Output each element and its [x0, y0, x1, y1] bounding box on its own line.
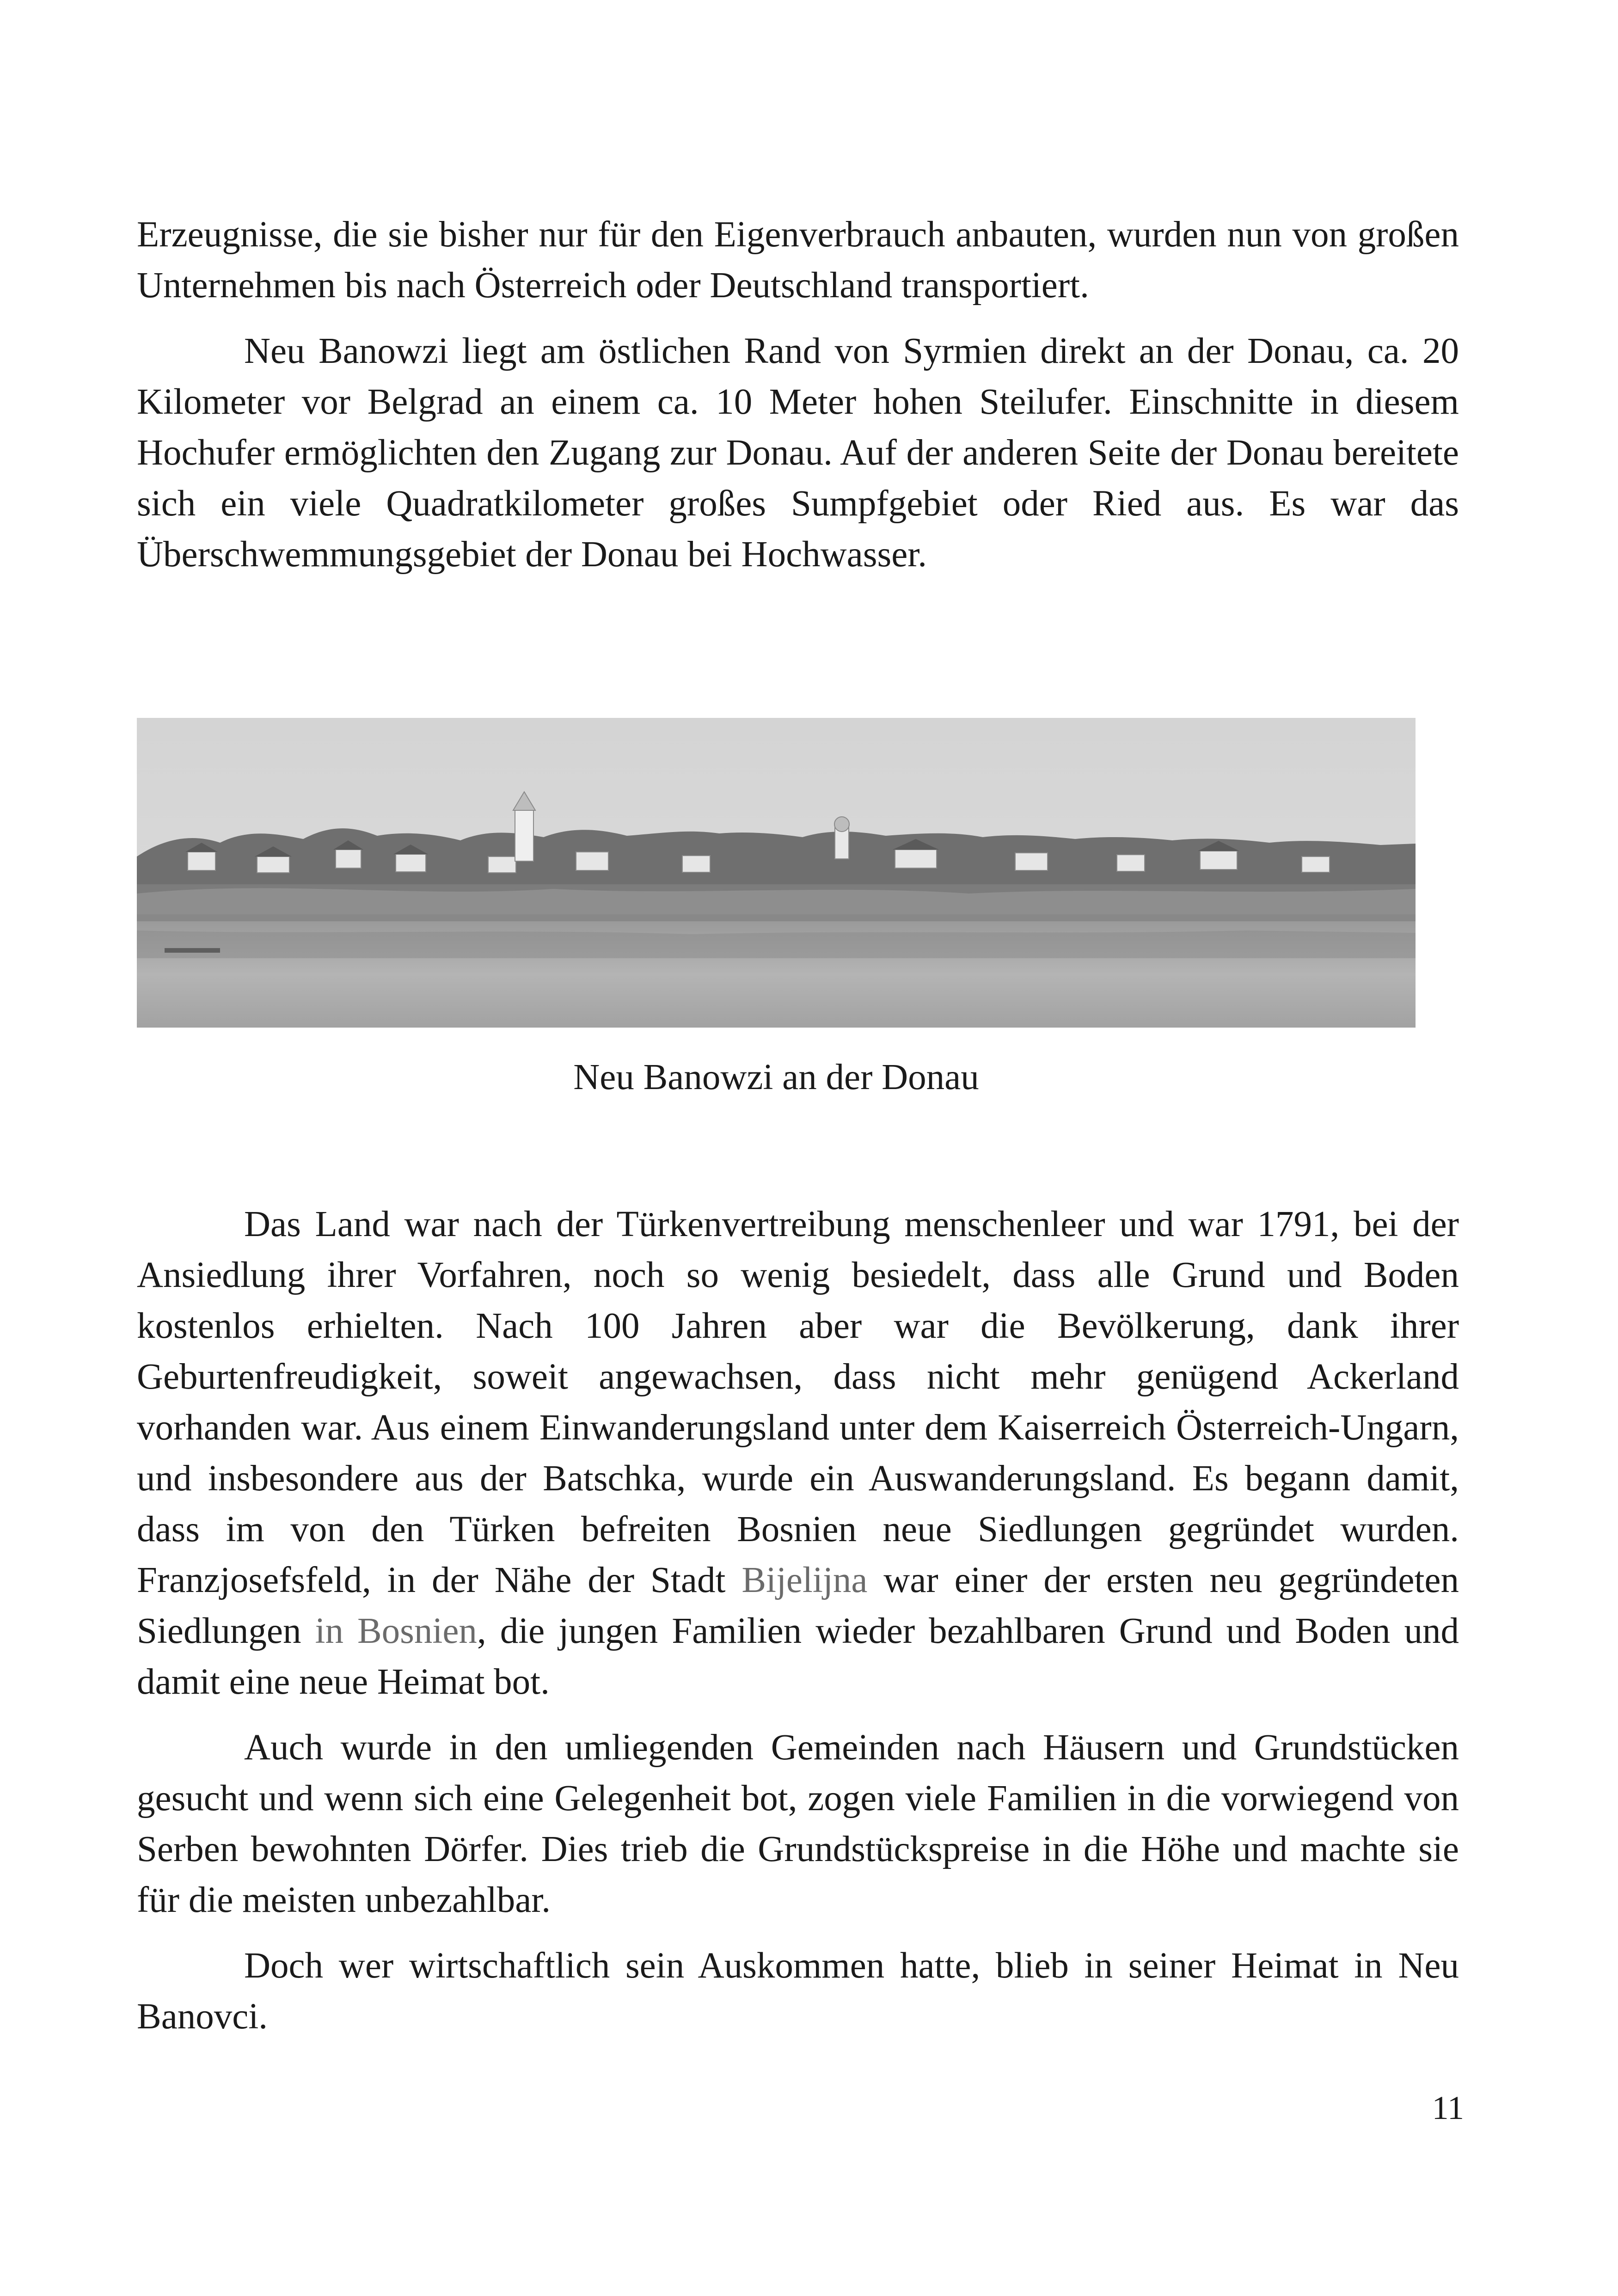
- paragraph-text: Das Land war nach der Türkenvertreibung menschenleer und war 1791, bei der Ansiedlung ihrer Vorfahren, noch so wenig besiedelt, dass alle Grund und Boden kostenlos erhielten. Nach 100 Jahren aber war die Bevölkerung, dank ihrer Geburtenfreudigkeit, soweit angewachsen, dass nicht mehr genügend Ackerland vorhanden war. Aus einem Einwanderungsland unter dem Kaiserreich Österreich-Ungarn, und insbesondere aus der Batschka, wurde ein Auswanderungsland. Es begann damit, dass im von den Türken befreiten Bosnien neue Siedlungen gegründet wurden. Franzjosefsfeld, in der Nähe der Stadt: [137, 1204, 1459, 1600]
- text-block-bottom: [137, 1199, 1459, 2042]
- paragraph-text: war einer der ersten neu gegründeten Siedlungen: [137, 1560, 1459, 1651]
- figure-caption: Neu Banowzi an der Donau: [573, 1057, 979, 1097]
- paragraph-stayed: Doch wer wirtschaftlich sein Auskommen hatte, blieb in seiner Heimat in Neu Banovci.: [137, 1946, 1459, 2037]
- link-in-bosnien[interactable]: in Bosnien: [315, 1611, 477, 1651]
- text-block-top: [137, 209, 1459, 580]
- paragraph-emigration: [137, 1199, 1459, 1708]
- paragraph-location: Neu Banowzi liegt am östlichen Rand von Syrmien direkt an der Donau, ca. 20 Kilometer vor Belgrad an einem ca. 10 Meter hohen Steilufer. Einschnitte in diesem Hochufer ermöglichten den Zugang zur Donau. Auf der anderen Seite der Donau bereitete sich ein viele Quadratkilometer großes Sumpfgebiet oder Ried aus. Es war das Überschwemmungsgebiet der Donau bei Hochwasser.: [137, 331, 1459, 575]
- paragraph-land-prices: Auch wurde in den umliegenden Gemeinden nach Häusern und Grundstücken gesucht und wenn sich eine Gelegenheit bot, zogen viele Familien in die vorwiegend von Serben bewohnten Dörfer. Dies trieb die Grundstückspreise in die Höhe und machte sie für die meisten unbezahlbar.: [137, 1727, 1459, 1920]
- paragraph-continued: Erzeugnisse, die sie bisher nur für den Eigenverbrauch anbauten, wurden nun von großen Unternehmen bis nach Österreich oder Deutschland transportiert.: [137, 214, 1459, 306]
- photo-village-danube: [137, 718, 1416, 1028]
- link-bijelijna[interactable]: Bijelijna: [742, 1560, 868, 1600]
- paragraph-text: , die jungen Familien wieder bezahlbaren Grund und Boden und damit eine neue Heimat bot.: [137, 1611, 1459, 1702]
- page-number: 11: [1432, 2089, 1464, 2126]
